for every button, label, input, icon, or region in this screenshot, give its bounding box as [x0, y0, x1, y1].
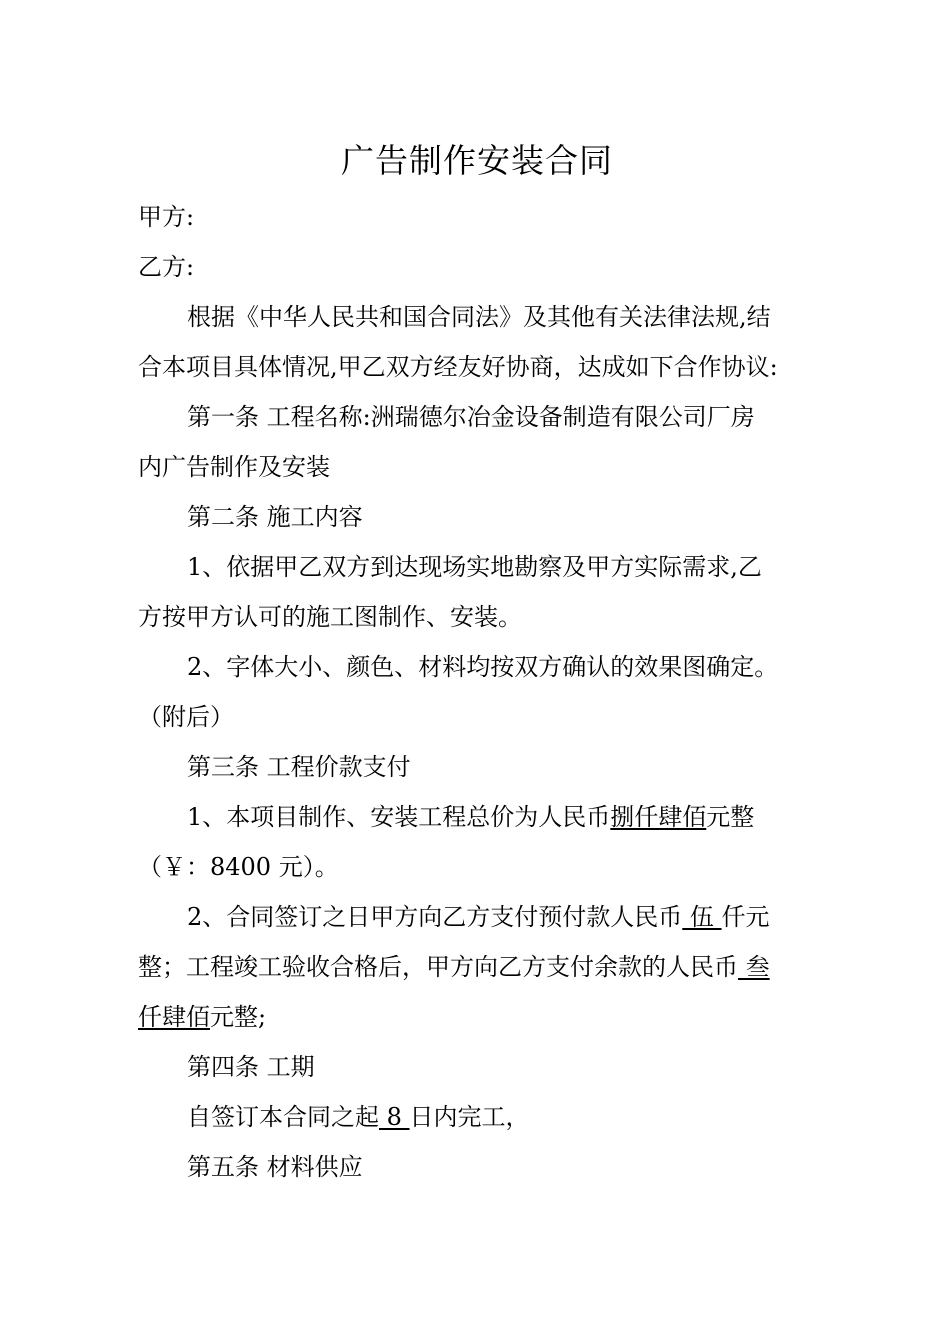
- contract-page: [138, 138, 816, 1192]
- article-3-item-2-suffix: 仟元: [721, 903, 770, 931]
- prepayment-amount: 伍: [682, 903, 722, 931]
- article-3-item-2-line-1: [138, 892, 816, 942]
- article-4-body: [138, 1092, 816, 1142]
- party-a-label: 甲方:: [138, 203, 195, 231]
- article-3-item-1-line-1: [138, 792, 816, 842]
- article-3-item-2-line-2: [138, 942, 816, 992]
- article-1-line-2: 内广告制作及安装: [138, 453, 330, 481]
- article-2-item-1-line-1: 1、依据甲乙双方到达现场实地勘察及甲方实际需求,乙: [187, 553, 762, 581]
- article-3-item-1-line-2: （￥：8400 元）。: [138, 853, 339, 881]
- article-5-heading: 第五条 材料供应: [187, 1153, 363, 1181]
- party-b-label: 乙方:: [138, 253, 195, 281]
- construction-days: 8: [379, 1103, 410, 1131]
- article-2-item-2-line-2: （附后）: [138, 703, 234, 731]
- total-price-amount: 捌仟肆佰: [610, 803, 707, 831]
- balance-amount-part-1: 叁: [738, 953, 770, 981]
- preamble-line-1: 根据《中华人民共和国合同法》及其他有关法律法规,结: [187, 303, 771, 331]
- article-3-item-2-line-3-suffix: 元整;: [210, 1003, 267, 1031]
- document-title: 广告制作安装合同: [341, 141, 613, 180]
- balance-amount-part-2: 仟肆佰: [138, 1003, 210, 1031]
- article-2-item-2-line-1: 2、字体大小、颜色、材料均按双方确认的效果图确定。: [187, 653, 779, 681]
- article-1-line-1: 第一条 工程名称:洲瑞德尔冶金设备制造有限公司厂房: [187, 403, 755, 431]
- article-3-item-2-prefix: 2、合同签订之日甲方向乙方支付预付款人民币: [187, 903, 683, 931]
- article-4-heading: 第四条 工期: [187, 1053, 315, 1081]
- article-4-prefix: 自签订本合同之起: [187, 1103, 379, 1131]
- article-2-heading: 第二条 施工内容: [187, 503, 363, 531]
- article-3-item-2-line-3: [138, 992, 816, 1042]
- article-3-item-1-prefix: 1、本项目制作、安装工程总价为人民币: [187, 803, 611, 831]
- preamble-line-2: 合本项目具体情况,甲乙双方经友好协商，达成如下合作协议:: [138, 353, 778, 381]
- article-3-item-1-suffix: 元整: [706, 803, 755, 831]
- article-3-item-2-line-2-prefix: 整；工程竣工验收合格后，甲方向乙方支付余款的人民币: [138, 953, 738, 981]
- article-2-item-1-line-2: 方按甲方认可的施工图制作、安装。: [138, 603, 522, 631]
- article-4-suffix: 日内完工，: [409, 1103, 530, 1131]
- article-3-heading: 第三条 工程价款支付: [187, 753, 411, 781]
